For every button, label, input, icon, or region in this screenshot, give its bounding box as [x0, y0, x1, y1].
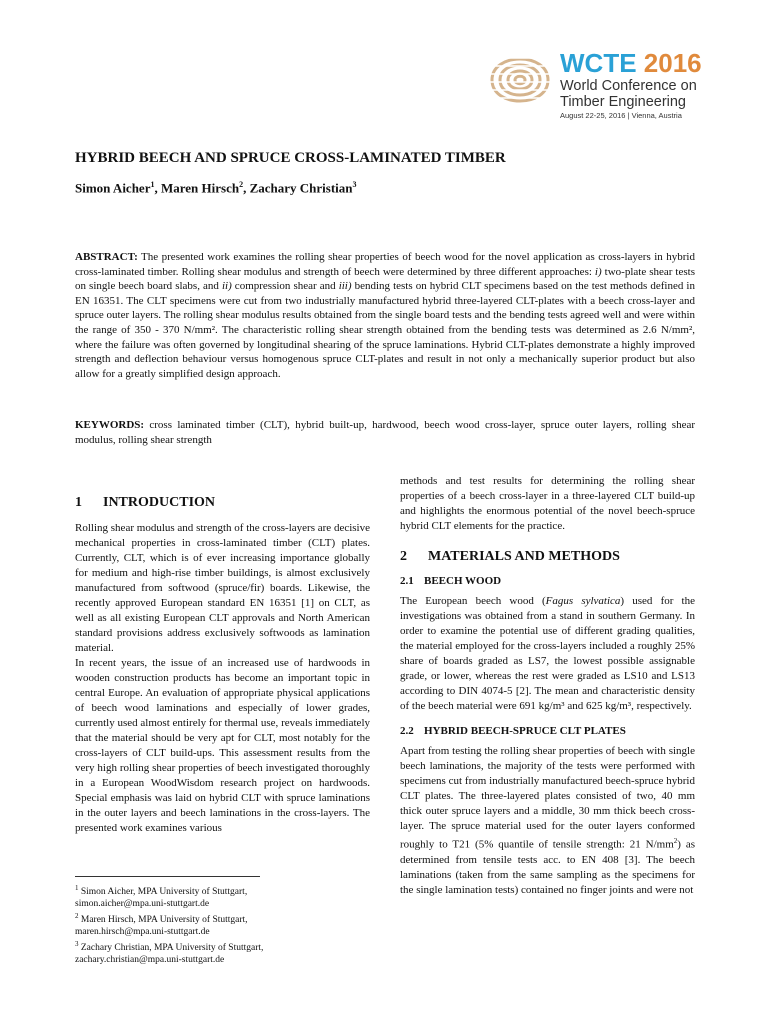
footnote-email: maren.hirsch@mpa.uni-stuttgart.de — [75, 927, 210, 938]
author-list — [75, 176, 695, 197]
body-paragraph: Rolling shear modulus and strength of the cross-layers are decisive mechanical properties in cross-laminated timber (CLT) plates. Currently, CLT, which is of ever increasing importance globally for medium and high-rise timber buildings, is almost exclusively manufactured from softwood (spruce/fir) boards. Likewise, the recently approved European standard EN 16351 [1] on CLT, as well as all existing European CLT approvals and North American standard provisions address exclusively softwoods as lamination material. — [75, 522, 370, 654]
footnote-mark: 2 — [75, 912, 79, 921]
abstract — [75, 250, 695, 381]
subsection-number: 2.2 — [400, 725, 414, 737]
footnote — [75, 910, 370, 938]
footnote-mark: 3 — [75, 940, 79, 949]
author-name: Simon Aicher — [75, 180, 151, 196]
body-paragraph: methods and test results for determining the rolling shear properties of a beech cross-layer in a three-layered CLT build-up and highlights the enormous potential of the novel beech-spruce hybrid CLT elements for the practice. — [400, 475, 695, 532]
subsection-title: HYBRID BEECH-SPRUCE CLT PLATES — [424, 725, 626, 737]
subsection-heading — [400, 724, 695, 738]
footnote-rule — [75, 876, 260, 877]
author-affiliation-mark: 2 — [239, 180, 244, 189]
body-paragraph: In recent years, the issue of an increased use of hardwoods in wooden construction products has become an important topic in central Europe. An evaluation of appropriate physical applications of beech wood laminations and especially of lower grades, currently used almost entirely for thermal use, reveals immediately that the material should be very apt for CLT, most notably for the cross-layers of CLT build-ups. This assessment results from the very high rolling shear properties of beech investigated thoroughly in a European WoodWisdom research project on hardwoods. Special emphasis was laid on hybrid CLT with spruce laminations in the outer layers and beech laminations in the cross-layers. The presented work examines various — [75, 657, 370, 834]
abstract-enum: i) — [594, 265, 602, 278]
keywords-label: KEYWORDS: — [75, 419, 145, 431]
footnote-affiliation: Maren Hirsch, MPA University of Stuttgart, — [78, 915, 248, 926]
latin-name: Fagus sylvatica — [545, 595, 621, 607]
subsection-number: 2.1 — [400, 575, 414, 587]
footnote-email: zachary.christian@mpa.uni-stuttgart.de — [75, 955, 225, 966]
footnote-affiliation: Simon Aicher, MPA University of Stuttgart, — [78, 887, 248, 898]
logo-line-1: World Conference on — [560, 78, 697, 94]
logo-wcte: WCTE — [560, 48, 637, 78]
abstract-text: bending tests on hybrid CLT specimens based on the test methods defined in EN 16351. The CLT specimens were cut from two industrially manufactured hybrid three-layered CLT-plates with a beech cross-layer and spruce outer layers. The rolling shear modulus results obtained from the single board tests and the bending tests agreed well and were within the range of 350 - 370 N/mm². The characteristic rolling shear strength obtained from the bending tests was determined as 2.6 N/mm², where the failure was often governed by longitudinal shearing of the spruce laminations. Hybrid CLT-plates demonstrate a highly improved strength and deflection behaviour versus homogenous spruce CLT-plates and result in not only a mechanically superior product but also allow for a greatly simplified design approach. — [75, 280, 695, 380]
section-title: MATERIALS AND METHODS — [428, 549, 620, 564]
conference-logo — [484, 40, 702, 120]
body-paragraph — [400, 594, 695, 714]
body-text: ) as determined from tensile tests acc. to EN 408 [3]. The beech laminations (taken from the same sampling as the specimens for the single lamination tests) contained no finger joints and were not — [400, 838, 696, 896]
author-affiliation-mark: 1 — [150, 180, 155, 189]
author-separator: , — [243, 180, 250, 196]
body-text: ) used for the investigations was obtained from a stand in southern Germany. In order to examine the potential use of different grading qualities, the material employed for the cross-layers included a roughly 25% share of boards graded as LS7, the lowest possible assignable grade, or lower, whereas the rest were graded as LS10 and LS13 according to DIN 4074-5 [2]. The mean and characteristic density of the beech material were 691 kg/m³ and 625 kg/m³, respectively. — [400, 595, 695, 712]
subsection-heading — [400, 574, 695, 588]
logo-subtitle — [560, 78, 697, 110]
footnote — [75, 882, 370, 910]
paper-title: HYBRID BEECH AND SPRUCE CROSS-LAMINATED TIMBER — [75, 150, 506, 166]
right-column — [400, 472, 695, 898]
keywords — [75, 418, 695, 447]
author-name: Zachary Christian — [249, 180, 353, 196]
abstract-label: ABSTRACT: — [75, 251, 138, 263]
logo-line-2: Timber Engineering — [560, 94, 686, 110]
footnote — [75, 938, 370, 966]
author-separator: , — [154, 180, 161, 196]
logo-year: 2016 — [643, 48, 702, 78]
superscript: 2 — [673, 837, 678, 845]
author-affiliation-mark: 3 — [352, 180, 357, 189]
section-heading — [75, 494, 370, 512]
abstract-enum: ii) — [221, 280, 232, 293]
section-number: 1 — [75, 495, 82, 510]
section-number: 2 — [400, 549, 407, 564]
author-name: Maren Hirsch — [160, 180, 240, 196]
abstract-text: compression shear and — [231, 280, 339, 293]
keywords-text: cross laminated timber (CLT), hybrid built-up, hardwood, beech wood cross-layer, spruce outer layers, rolling shear modulus, rolling shear strength — [75, 419, 695, 446]
left-column — [75, 472, 370, 836]
section-title: INTRODUCTION — [103, 495, 216, 510]
abstract-enum: iii) — [338, 280, 352, 293]
abstract-text: The presented work examines the rolling shear properties of beech wood for the novel application as cross-layers in hybrid cross-laminated timber. Rolling shear modulus and strength of beech were determined by three different approaches: — [75, 251, 695, 278]
logo-date: August 22-25, 2016 | Vienna, Austria — [560, 111, 682, 120]
abstract-text: two-plate shear tests on single beech board slabs, and — [75, 265, 695, 293]
body-text: The European beech wood ( — [400, 595, 546, 607]
subsection-title: BEECH WOOD — [424, 575, 502, 587]
section-heading — [400, 548, 695, 566]
tree-rings-icon — [484, 40, 556, 120]
footnote-affiliation: Zachary Christian, MPA University of Stuttgart, — [78, 943, 264, 954]
logo-heading — [560, 50, 702, 76]
body-paragraph — [400, 744, 695, 898]
footnotes — [75, 882, 370, 966]
body-text: Apart from testing the rolling shear properties of beech with single beech laminations, the majority of the tests were performed with specimens cut from industrially manufactured beech-spruce hybrid CLT plates. The three-layered plates consisted of two, 40 mm thick outer spruce layers and a middle, 30 mm thick beech cross-layer. The spruce material used for the outer layers conformed roughly to T21 (5% quantile of tensile strength: 21 N/mm — [400, 745, 695, 851]
footnote-email: simon.aicher@mpa.uni-stuttgart.de — [75, 899, 210, 910]
footnote-mark: 1 — [75, 884, 79, 892]
